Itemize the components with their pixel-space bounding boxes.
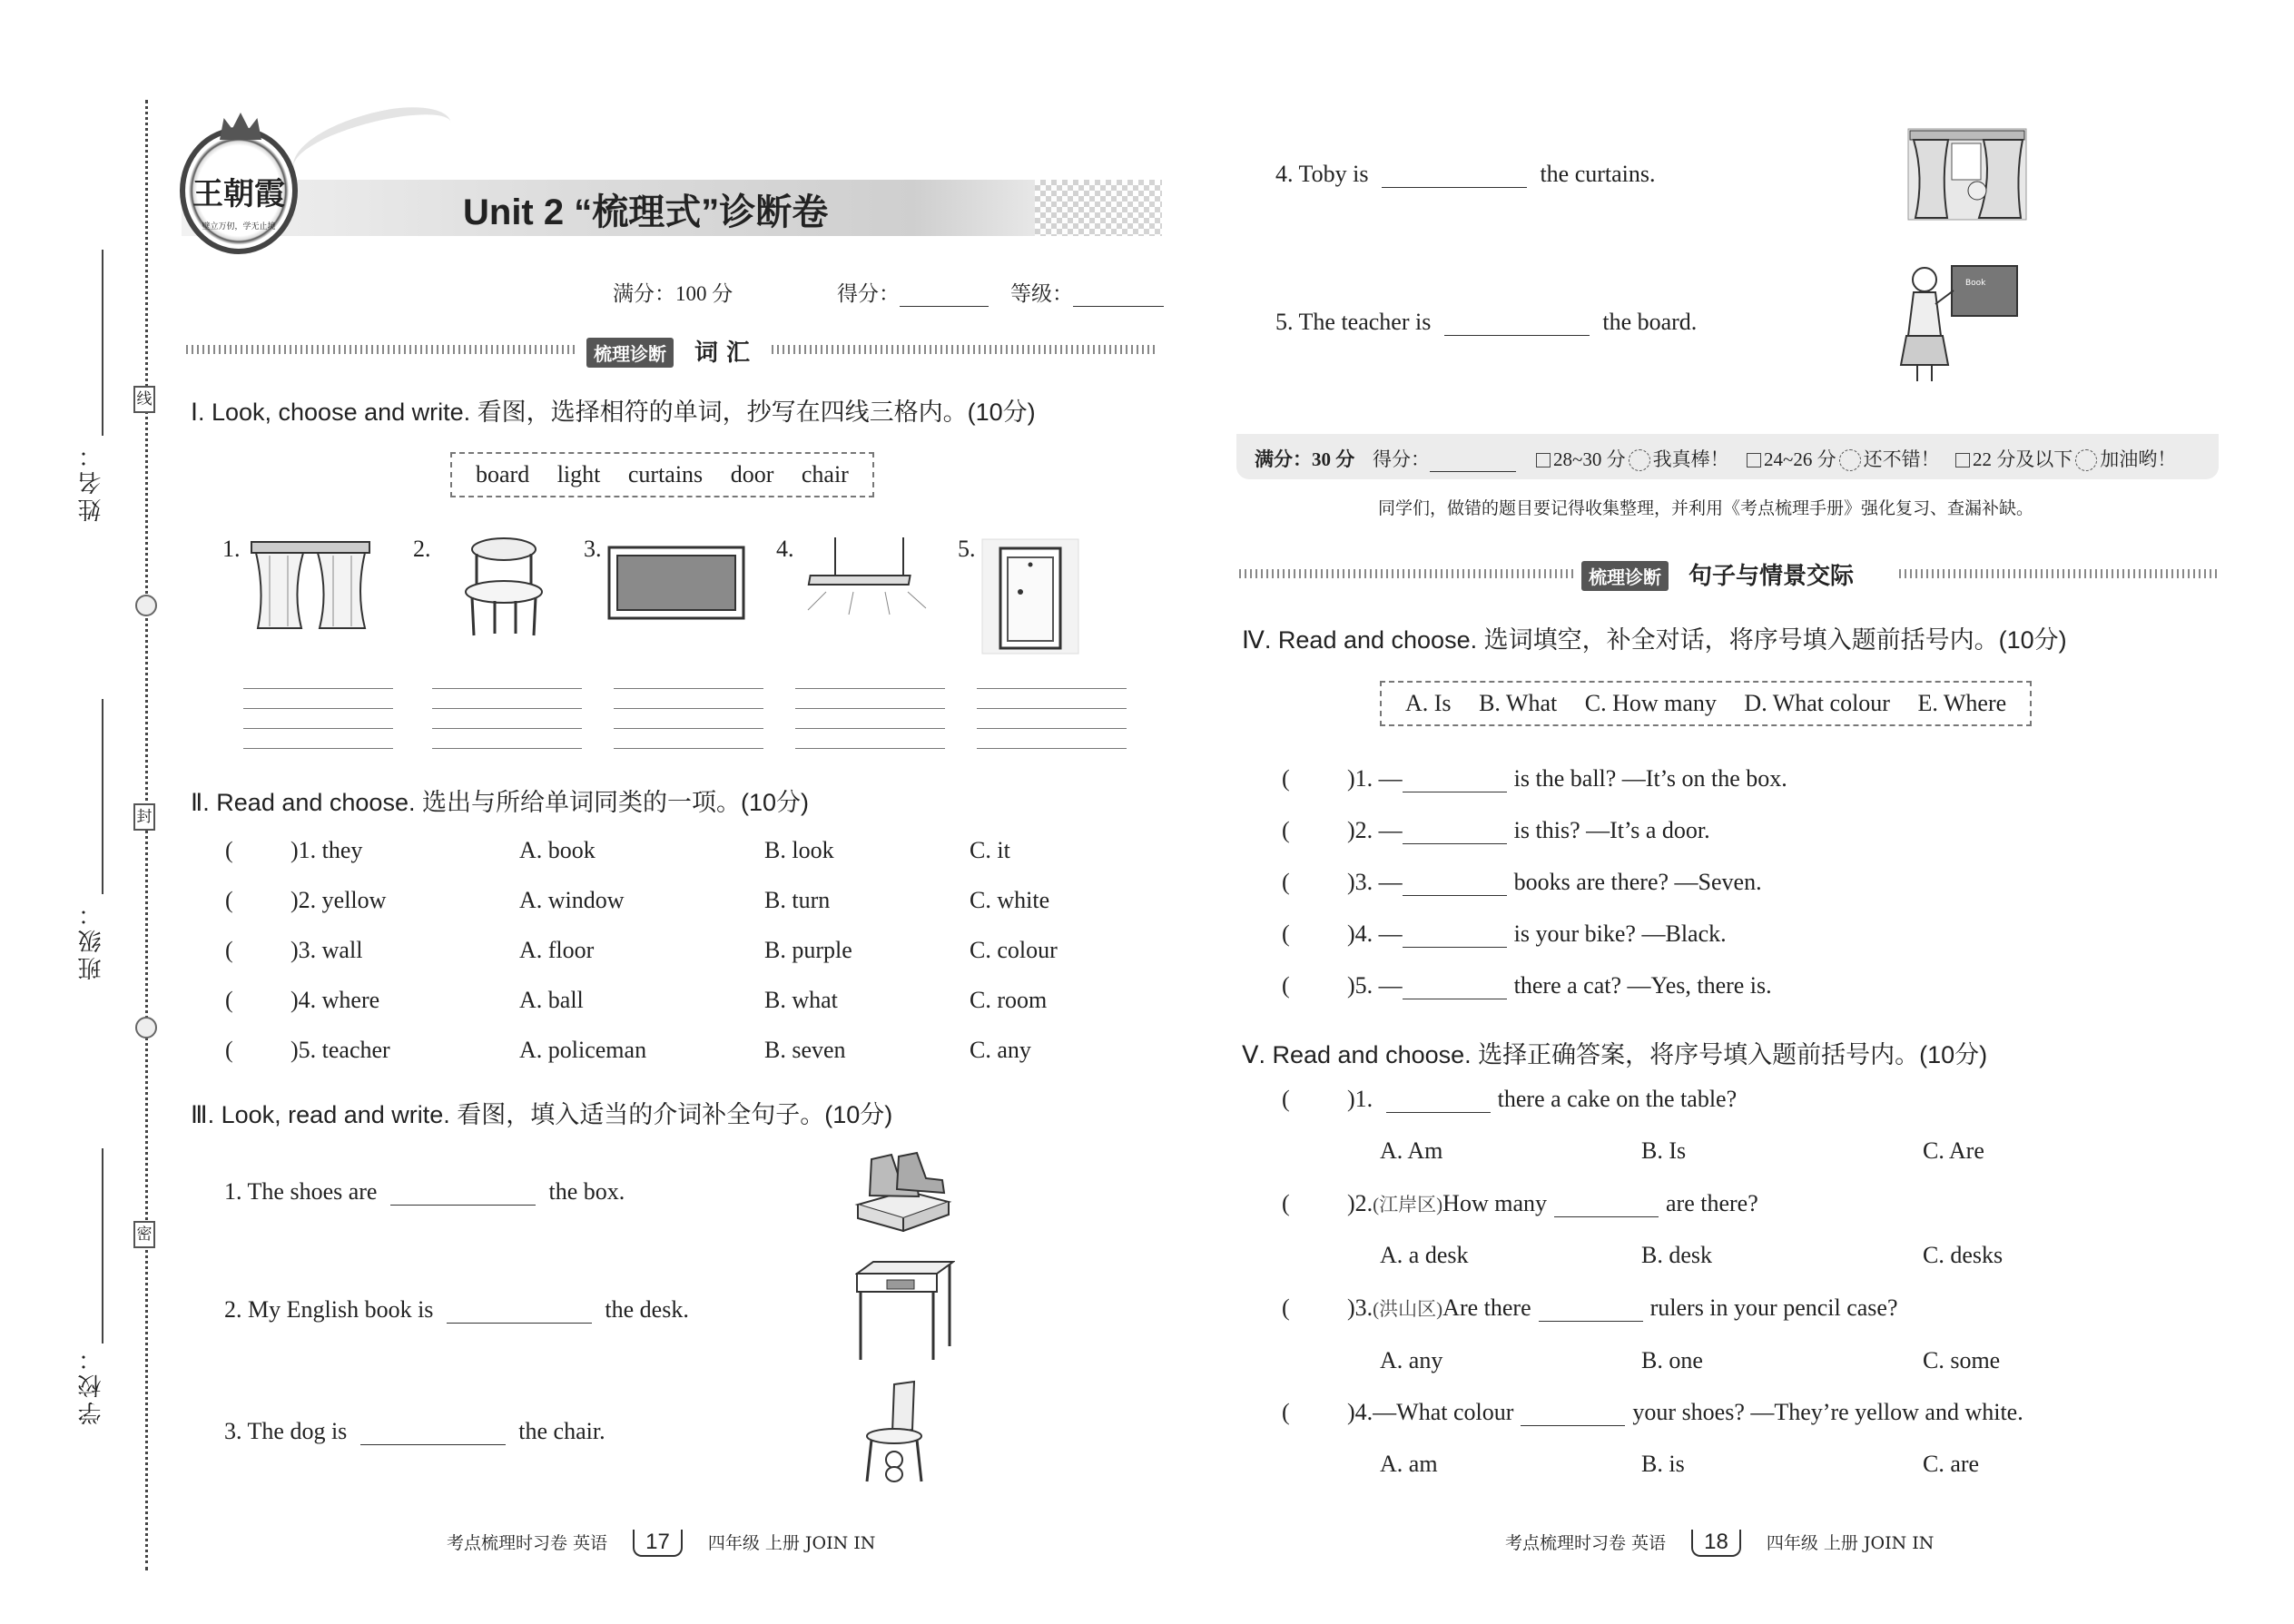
q5-item-1 [1282, 1086, 1737, 1113]
q2-row-3 [225, 937, 362, 964]
word-board: board [476, 461, 530, 487]
answer-paren[interactable]: ( [1282, 972, 1290, 999]
answer-paren[interactable]: ( [225, 937, 233, 963]
rating-3-text: 加油哟！ [2100, 448, 2177, 470]
section-divider-right [1899, 569, 2217, 578]
q2-option-a: A. book [519, 837, 596, 863]
word-chair: chair [801, 461, 849, 487]
score-bar-score-label: 得分： [1373, 448, 1430, 470]
answer-paren[interactable]: ( [1282, 1086, 1290, 1112]
logo-text: 王朝霞 [192, 176, 285, 212]
q5-text: your shoes? —They’re yellow and white. [1632, 1399, 2023, 1425]
banner-checker-pattern [1035, 180, 1162, 236]
q5-text: rulers in your pencil case? [1649, 1294, 1898, 1321]
smiley-icon [2075, 449, 2097, 471]
q1-item-5-number: 5. [958, 536, 976, 562]
q1-title: Ⅰ. Look, choose and write. 看图，选择相符的单词，抄写在四线三格内。(10分) [191, 399, 1036, 426]
score-field [837, 277, 989, 307]
q3-s5-after: the board. [1602, 309, 1698, 335]
q5-4-option-c: C. are [1923, 1451, 1980, 1477]
writing-lines-4[interactable] [795, 688, 945, 752]
q2-option-b: B. purple [764, 937, 852, 963]
q2-option-c: C. it [970, 837, 1010, 863]
chair-picture [454, 536, 554, 640]
smiley-icon [1839, 449, 1861, 471]
q5-text: are there? [1666, 1190, 1758, 1216]
section-score-bar [1236, 434, 2219, 479]
q4-num: )2. — [1347, 817, 1403, 843]
q5-blank-4[interactable] [1521, 1425, 1625, 1426]
q3-blank-1[interactable] [390, 1205, 536, 1206]
rating-2-text: 还不错！ [1863, 448, 1940, 470]
q5-3-option-a: A. any [1380, 1347, 1443, 1373]
section-name-sentences: 句子与情景交际 [1689, 563, 1855, 590]
district-tag: (江岸区) [1373, 1194, 1443, 1216]
q5-blank-1[interactable] [1386, 1112, 1491, 1113]
binding-dotted-line [145, 100, 148, 1570]
seal-char-2: 封 [133, 803, 155, 831]
crown-icon [220, 113, 261, 140]
writing-lines-1[interactable] [243, 688, 393, 752]
rating-1-range: 28~30 分 [1553, 448, 1626, 470]
footer-left-grade: 四年级 上册 JOIN IN [707, 1533, 876, 1553]
footer-left [447, 1530, 875, 1557]
q3-s3-before: 3. The dog is [224, 1418, 348, 1444]
rating-1 [1536, 445, 1729, 472]
q4-row-4 [1282, 920, 1727, 948]
footer-right-book: 考点梳理时习卷 英语 [1505, 1533, 1667, 1553]
curtains-picture [247, 537, 374, 637]
q5-text-before: How many [1442, 1190, 1547, 1216]
name-field-line[interactable] [102, 250, 103, 436]
q3-blank-4[interactable] [1382, 187, 1527, 188]
q4-num: )4. — [1347, 920, 1403, 947]
answer-paren[interactable]: ( [1282, 817, 1290, 843]
checkbox[interactable] [1955, 453, 1970, 468]
q5-1-option-c: C. Are [1923, 1137, 1984, 1164]
review-note: 同学们，做错的题目要记得收集整理，并利用《考点梳理手册》强化复习、查漏补缺。 [1378, 499, 2034, 518]
answer-paren[interactable]: ( [1282, 765, 1290, 792]
q5-title: Ⅴ. Read and choose. 选择正确答案，将序号填入题前括号内。(10分) [1242, 1041, 1988, 1068]
logo-motto: 壁立万仞，学无止境 [202, 221, 276, 231]
q4-text: there a cat? —Yes, there is. [1513, 972, 1772, 999]
q3-s4-after: the curtains. [1540, 161, 1656, 187]
answer-paren[interactable]: ( [1282, 1190, 1290, 1216]
q5-item-4 [1282, 1399, 2023, 1426]
section-divider-right [772, 345, 1157, 354]
class-label: 班级： [78, 899, 104, 980]
q1-item-1-number: 1. [222, 536, 241, 562]
q5-3-option-c: C. some [1923, 1347, 2001, 1373]
q5-blank-3[interactable] [1539, 1321, 1643, 1322]
book-in-desk-picture [855, 1260, 955, 1362]
q5-text: there a cake on the table? [1497, 1086, 1738, 1112]
q3-sentence-3 [224, 1418, 605, 1445]
rating-3-range: 22 分及以下 [1973, 448, 2073, 470]
q4-option-d: D. What colour [1744, 690, 1890, 716]
dog-under-chair-picture [858, 1380, 940, 1484]
board-picture [606, 545, 747, 622]
section-tag: 梳理诊断 [586, 338, 674, 368]
smiley-icon [1629, 449, 1650, 471]
answer-paren[interactable]: ( [225, 1037, 233, 1063]
q1-item-4-number: 4. [776, 536, 794, 562]
binding-knot-2 [135, 1017, 157, 1038]
q5-1-option-b: B. Is [1641, 1137, 1687, 1164]
q2-option-b: B. seven [764, 1037, 846, 1063]
q5-1-option-a: A. Am [1380, 1137, 1443, 1164]
q3-sentence-4 [1275, 161, 1656, 188]
section-divider-left [1239, 569, 1575, 578]
q4-option-c: C. How many [1584, 690, 1717, 716]
score-blank[interactable] [900, 306, 989, 307]
q2-option-a: A. floor [519, 937, 595, 963]
q1-word-box [450, 452, 874, 497]
district-tag: (洪山区) [1373, 1298, 1443, 1320]
q4-text: is the ball? —It’s on the box. [1513, 765, 1787, 792]
q5-num: )4. [1347, 1399, 1373, 1425]
q5-3-option-b: B. one [1641, 1347, 1703, 1373]
q4-num: )1. — [1347, 765, 1403, 792]
q3-sentence-2 [224, 1296, 689, 1324]
writing-lines-5[interactable] [977, 688, 1127, 752]
q4-row-5 [1282, 972, 1772, 999]
q3-sentence-5 [1275, 309, 1697, 336]
door-picture [980, 537, 1080, 655]
q2-option-c: C. room [970, 987, 1048, 1013]
q2-option-b: B. what [764, 987, 838, 1013]
q2-word: )3. wall [290, 937, 363, 963]
rating-1-text: 我真棒！ [1652, 448, 1729, 470]
answer-paren[interactable]: ( [225, 837, 233, 863]
q4-row-2 [1282, 817, 1710, 844]
q1-item-2-number: 2. [413, 536, 431, 562]
seal-char-3: 密 [133, 1221, 155, 1248]
section-name-vocab: 词 汇 [694, 340, 751, 367]
q5-item-2 [1282, 1190, 1758, 1217]
q3-blank-3[interactable] [360, 1444, 506, 1445]
q2-option-c: C. white [970, 887, 1050, 913]
toby-behind-curtains-picture [1906, 127, 2029, 222]
section-divider-left [186, 345, 576, 354]
rating-2-range: 24~26 分 [1764, 448, 1836, 470]
q3-s5-before: 5. The teacher is [1275, 309, 1432, 335]
writing-lines-3[interactable] [614, 688, 763, 752]
score-bar-blank[interactable] [1430, 471, 1516, 472]
rating-2 [1747, 445, 1940, 472]
checkbox[interactable] [1747, 453, 1761, 468]
q2-option-c: C. any [970, 1037, 1031, 1063]
q2-row-2 [225, 887, 386, 914]
grade-blank[interactable] [1073, 306, 1164, 307]
q2-option-b: B. look [764, 837, 834, 863]
answer-paren[interactable]: ( [225, 887, 233, 913]
q4-option-a: A. Is [1405, 690, 1452, 716]
q4-row-1 [1282, 765, 1787, 792]
q4-text: is your bike? —Black. [1513, 920, 1727, 947]
q1-item-3-number: 3. [584, 536, 602, 562]
binding-knot-1 [135, 595, 157, 616]
q2-word: )4. where [290, 987, 380, 1013]
q2-option-b: B. turn [764, 887, 831, 913]
q4-row-3 [1282, 869, 1762, 896]
shoes-on-box-picture [853, 1146, 953, 1232]
teacher-at-board-picture [1897, 263, 2020, 386]
q4-blank-4[interactable] [1403, 947, 1507, 948]
q5-item-3 [1282, 1294, 1898, 1322]
rating-3 [1955, 445, 2176, 472]
page-number-right: 18 [1691, 1530, 1741, 1557]
q5-text-before: Are there [1442, 1294, 1531, 1321]
q5-4-option-a: A. am [1380, 1451, 1438, 1477]
q3-sentence-1 [224, 1178, 625, 1206]
q4-num: )3. — [1347, 869, 1403, 895]
q2-word: )5. teacher [290, 1037, 390, 1063]
name-label: 姓名： [78, 440, 104, 522]
grade-field [1010, 277, 1164, 307]
q3-blank-2[interactable] [447, 1323, 592, 1324]
q2-option-c: C. colour [970, 937, 1058, 963]
section-tag: 梳理诊断 [1581, 561, 1669, 591]
publisher-logo [180, 127, 298, 254]
q5-text-before: —What colour [1373, 1399, 1514, 1425]
q5-2-option-c: C. desks [1923, 1242, 2004, 1268]
q2-word: )2. yellow [290, 887, 387, 913]
q2-row-5 [225, 1037, 390, 1064]
answer-paren[interactable]: ( [1282, 1399, 1290, 1425]
answer-paren[interactable]: ( [225, 987, 233, 1013]
q3-s1-after: the box. [548, 1178, 625, 1205]
q4-blank-3[interactable] [1403, 895, 1507, 896]
answer-paren[interactable]: ( [1282, 920, 1290, 947]
light-picture [799, 537, 935, 619]
q4-text: is this? —It’s a door. [1513, 817, 1710, 843]
word-door: door [730, 461, 774, 487]
score-label: 得分： [837, 282, 900, 305]
q4-text: books are there? —Seven. [1513, 869, 1762, 895]
writing-lines-2[interactable] [432, 688, 582, 752]
q4-blank-2[interactable] [1403, 843, 1507, 844]
footer-right [1505, 1530, 1934, 1557]
q2-row-4 [225, 987, 379, 1014]
q3-s2-before: 2. My English book is [224, 1296, 434, 1323]
word-light: light [556, 461, 601, 487]
q4-option-e: E. Where [1917, 690, 2007, 716]
q2-option-a: A. ball [519, 987, 584, 1013]
q4-option-box [1380, 681, 2032, 726]
page-number-left: 17 [633, 1530, 683, 1557]
full-score: 满分：100 分 [613, 282, 733, 305]
grade-label: 等级： [1010, 282, 1073, 305]
q2-word: )1. they [290, 837, 363, 863]
word-curtains: curtains [627, 461, 704, 487]
page-title: Unit 2 “梳理式”诊断卷 [463, 192, 829, 232]
footer-left-book: 考点梳理时习卷 英语 [447, 1533, 608, 1553]
seal-char-1: 线 [133, 386, 155, 413]
q4-option-b: B. What [1479, 690, 1558, 716]
q3-s4-before: 4. Toby is [1275, 161, 1369, 187]
q3-s2-after: the desk. [605, 1296, 689, 1323]
q2-row-1 [225, 837, 362, 864]
footer-right-grade: 四年级 上册 JOIN IN [1766, 1533, 1935, 1553]
score-bar-score [1373, 445, 1516, 472]
q2-option-a: A. window [519, 887, 625, 913]
q5-blank-2[interactable] [1554, 1216, 1659, 1217]
class-field-line[interactable] [102, 699, 103, 894]
q3-blank-5[interactable] [1444, 335, 1590, 336]
score-bar-full: 满分：30 分 [1255, 448, 1355, 470]
q4-title: Ⅳ. Read and choose. 选词填空，补全对话，将序号填入题前括号内。(10分) [1242, 626, 2067, 654]
answer-paren[interactable]: ( [1282, 1294, 1290, 1321]
q5-4-option-b: B. is [1641, 1451, 1685, 1477]
q5-num: )1. [1347, 1086, 1373, 1112]
q5-2-option-b: B. desk [1641, 1242, 1712, 1268]
school-field-line[interactable] [102, 1148, 103, 1343]
board-word: Book [1965, 279, 1986, 288]
answer-paren[interactable]: ( [1282, 869, 1290, 895]
q2-title: Ⅱ. Read and choose. 选出与所给单词同类的一项。(10分) [191, 789, 809, 816]
checkbox[interactable] [1536, 453, 1551, 468]
school-label: 学校： [78, 1343, 104, 1425]
q5-2-option-a: A. a desk [1380, 1242, 1469, 1268]
q2-option-a: A. policeman [519, 1037, 647, 1063]
q5-num: )2. [1347, 1190, 1373, 1216]
q3-s3-after: the chair. [518, 1418, 605, 1444]
q4-num: )5. — [1347, 972, 1403, 999]
q3-s1-before: 1. The shoes are [224, 1178, 378, 1205]
q5-num: )3. [1347, 1294, 1373, 1321]
q3-title: Ⅲ. Look, read and write. 看图，填入适当的介词补全句子。(10分) [191, 1101, 893, 1128]
